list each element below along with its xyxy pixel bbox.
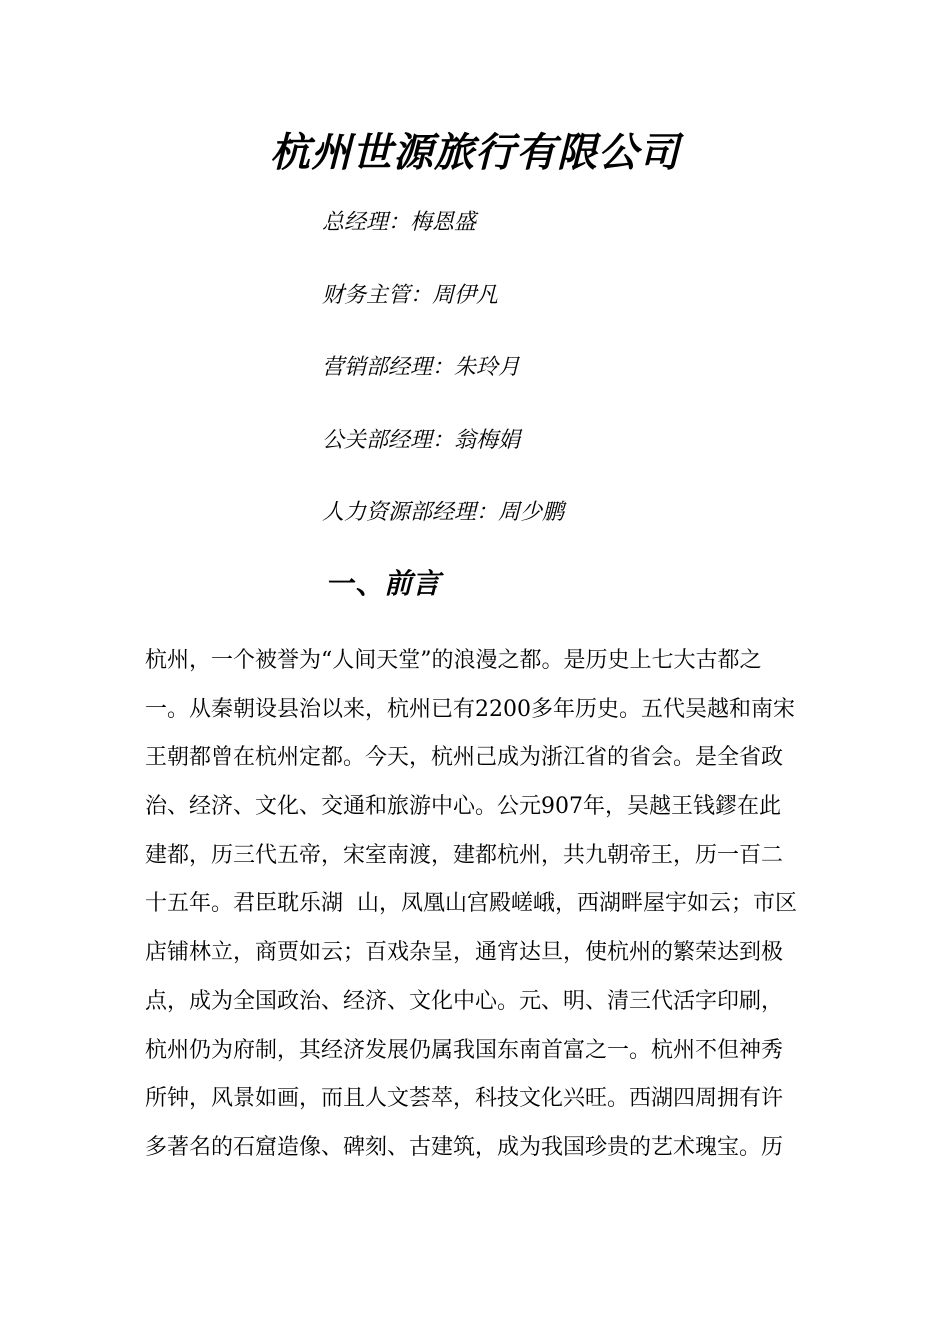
section-number: 一、 [328,567,385,600]
body-line: 王朝都曾在杭州定都。今天，杭州己成为浙江省的省会。是全省政 [145,745,784,771]
body-line: 多著名的石窟造像、碑刻、古建筑，成为我国珍贵的艺术瑰宝。历 [145,1134,784,1160]
body-line: 治、经济、文化、交通和旅游中心。公元907年，吴越王钱鏐在此 [145,794,781,820]
body-line: 点，成为全国政治、经济、文化中心。元、明、清三代活字印刷， [145,988,784,1014]
staff-marketing-manager: 营销部经理：朱玲月 [322,355,521,380]
staff-list [322,204,564,567]
body-line: 杭州，一个被誉为“人间天堂”的浪漫之都。是历史上七大古都之 [145,648,762,673]
page-title: 杭州世源旅行有限公司 [270,129,680,176]
section-title: 前言 [384,567,441,600]
body-paragraph [145,637,815,1173]
body-line: 杭州仍为府制，其经济发展仍属我国东南首富之一。杭州不但神秀 [145,1037,784,1063]
body-line: 建都，历三代五帝，宋室南渡，建都杭州，共九朝帝王，历一百二 [145,842,784,868]
body-line: 十五年。君臣耽乐湖 山，凤凰山宫殿嵯峨，西湖畔屋宇如云；市区 [145,891,797,917]
body-line: 所钟，风景如画，而且人文荟萃，科技文化兴旺。西湖四周拥有许 [145,1086,784,1112]
section-heading [328,562,440,606]
staff-pr-manager: 公关部经理：翁梅娟 [322,427,521,453]
staff-general-manager: 总经理：梅恩盛 [322,210,477,235]
body-line: 一。从秦朝设县治以来，杭州已有2200多年历史。五代吴越和南宋 [145,696,795,722]
staff-hr-manager: 人力资源部经理：周少鹏 [322,500,565,525]
staff-finance-supervisor: 财务主管：周伊凡 [322,282,499,308]
body-line: 店铺林立，商贾如云；百戏杂呈，通宵达旦，使杭州的繁荣达到极 [145,940,784,966]
